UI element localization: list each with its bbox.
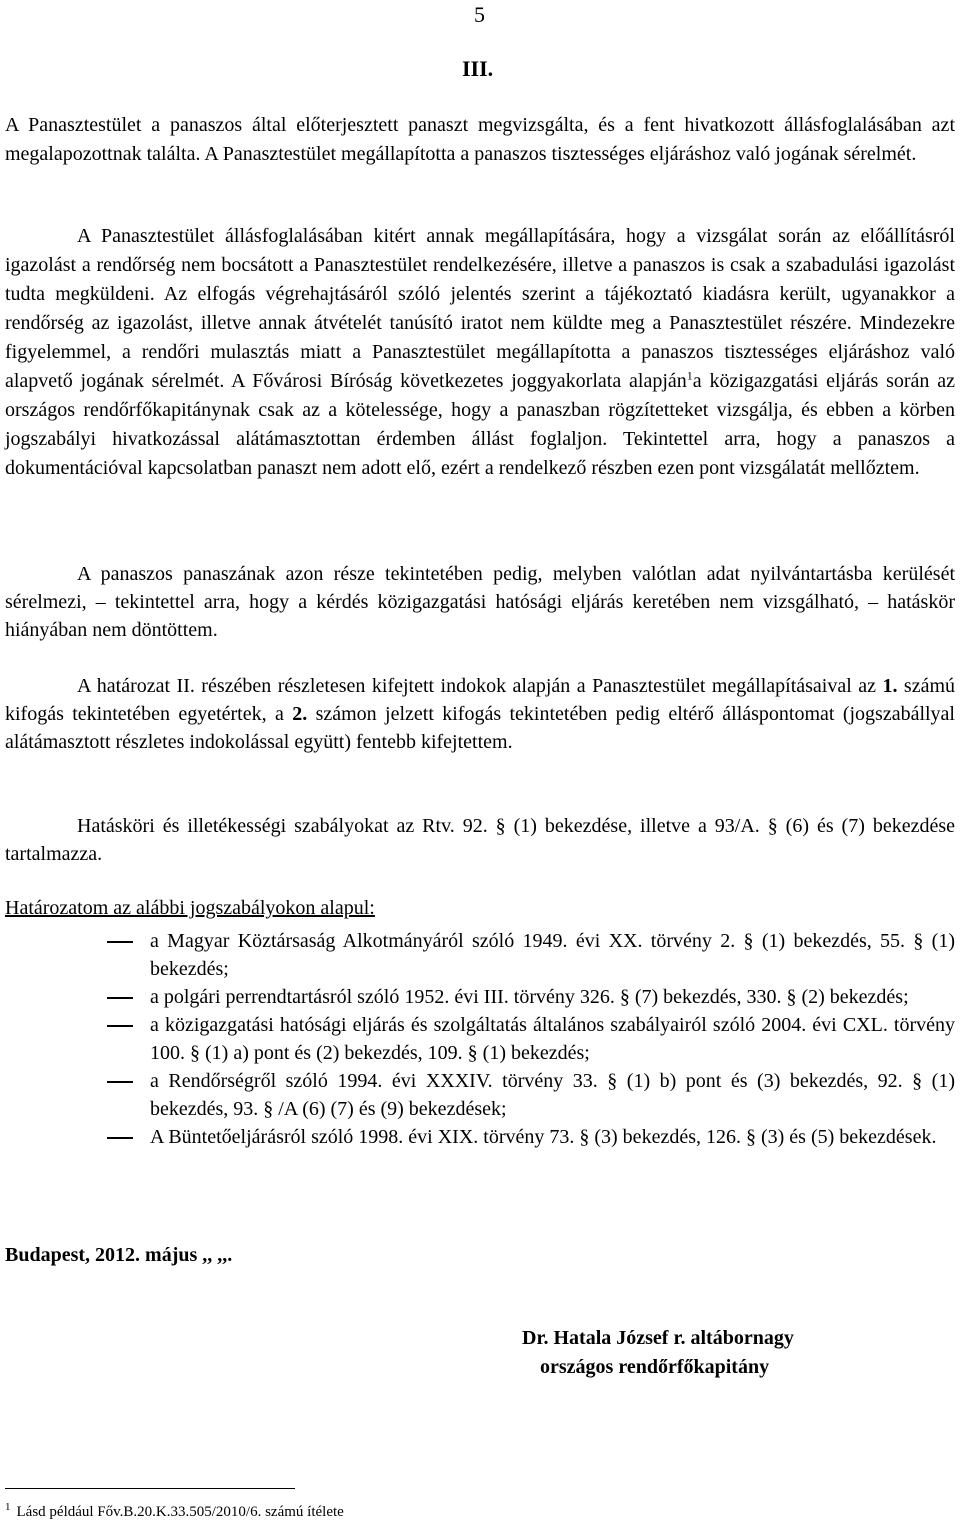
legal-basis-item-text: A Büntetőeljárásról szóló 1998. évi XIX. törvény 73. § (3) bekezdés, 126. § (3) és (5) bekezdések. <box>150 1126 937 1148</box>
footnote <box>5 1501 344 1521</box>
legal-basis-item <box>5 1123 955 1151</box>
legal-basis-list <box>5 927 955 1151</box>
paragraph-agreement <box>5 672 955 756</box>
objection-number-2: 2. <box>292 703 308 725</box>
signatory-name: Dr. Hatala József r. altábornagy <box>522 1327 794 1349</box>
objection-number-1: 1. <box>882 675 898 697</box>
legal-basis-item <box>5 927 955 983</box>
footnote-text: Lásd például Főv.B.20.K.33.505/2010/6. számú ítélete <box>16 1504 344 1520</box>
paragraph-jurisdiction: A panaszos panaszának azon része tekintetében pedig, melyben valótlan adat nyilvántartásba kerülését sérelmezi, – tekintettel arra, hogy a kérdés közigazgatási hatósági eljárás keretében nem vizsgálható, – hatáskör hiányában nem döntöttem. <box>5 563 955 641</box>
paragraph-analysis <box>5 222 955 483</box>
date-line: Budapest, 2012. május ,, ,,. <box>5 1244 233 1266</box>
legal-basis-item-text: a közigazgatási hatósági eljárás és szolgáltatás általános szabályairól szóló 2004. évi CXL. törvény 100. § (1) a) pont és (2) bekezdés, 109. § (1) bekezdés; <box>150 1014 955 1064</box>
agreement-text-2: számú kifogás tekintetében egyetértek, a <box>5 675 956 725</box>
signatory-title: országos rendőrfőkapitány <box>540 1356 770 1378</box>
footnote-reference: 1 <box>686 368 693 383</box>
legal-basis-item <box>5 1011 955 1067</box>
legal-basis-item <box>5 1067 955 1123</box>
legal-basis-item-text: a Magyar Köztársaság Alkotmányáról szóló 1949. évi XX. törvény 2. § (1) bekezdés, 55. § (1) bekezdés; <box>150 930 955 980</box>
footnote-divider <box>5 1488 295 1489</box>
paragraph-analysis-part-2: a közigazgatási eljárás során az országos rendőrfőkapitánynak csak az a kötelessége, hogy a panaszban rögzítetteket vizsgálja, és ebben a körben jogszabályi hivatkozással alátámasztottan érdemben állást foglaljon. Tekintettel arra, hogy a panaszos a dokumentációval kapcsolatban panaszt nem adott elő, ezért a rendelkező részben ezen pont vizsgálatát mellőztem. <box>5 370 955 479</box>
agreement-text-3: számon jelzett kifogás tekintetében pedig eltérő álláspontomat (jogszabállyal alátámasztott részletes indokolással együtt) fentebb kifejtettem. <box>5 703 955 753</box>
legal-basis-heading: Határozatom az alábbi jogszabályokon alapul: <box>5 897 375 919</box>
page-number: 5 <box>474 2 485 27</box>
section-heading: III. <box>462 56 494 81</box>
legal-basis-item-text: a Rendőrségről szóló 1994. évi XXXIV. törvény 33. § (1) b) pont és (3) bekezdés, 92. § (1) bekezdés, 93. § /A (6) (7) és (9) bekezdések; <box>150 1070 955 1120</box>
paragraph-analysis-part-1: A Panasztestület állásfoglalásában kitért annak megállapítására, hogy a vizsgálat során az előállításról igazolást a rendőrség nem bocsátott a Panasztestület rendelkezésére, illetve a panaszos is csak a szabadulási igazolást tudta megküldeni. Az elfogás végrehajtásáról szóló jelentés szerint a tájékoztató kiadásra került, ugyanakkor a rendőrség az igazolást, illetve annak átvételét tanúsító iratot nem küldte meg a Panasztestület részére. Mindezekre figyelemmel, a rendőri mulasztás miatt a Panasztestület megállapította a panaszos tisztességes eljáráshoz való alapvető jogának sérelmét. A Fővárosi Bíróság következetes joggyakorlata alapján <box>5 225 955 392</box>
footnote-mark: 1 <box>5 1501 11 1513</box>
agreement-text-1: A határozat II. részében részletesen kifejtett indokok alapján a Panasztestület megállapításaival az <box>77 675 883 697</box>
paragraph-competence-rules: Hatásköri és illetékességi szabályokat az Rtv. 92. § (1) bekezdése, illetve a 93/A. § (6) és (7) bekezdése tartalmazza. <box>5 815 955 865</box>
legal-basis-item-text: a polgári perrendtartásról szóló 1952. évi III. törvény 326. § (7) bekezdés, 330. § (2) bekezdés; <box>150 986 909 1008</box>
legal-basis-item <box>5 983 955 1011</box>
paragraph-findings: A Panasztestület a panaszos által előterjesztett panaszt megvizsgálta, és a fent hivatkozott állásfoglalásában azt megalapozottnak találta. A Panasztestület megállapította a panaszos tisztességes eljáráshoz való jogának sérelmét. <box>5 114 955 165</box>
